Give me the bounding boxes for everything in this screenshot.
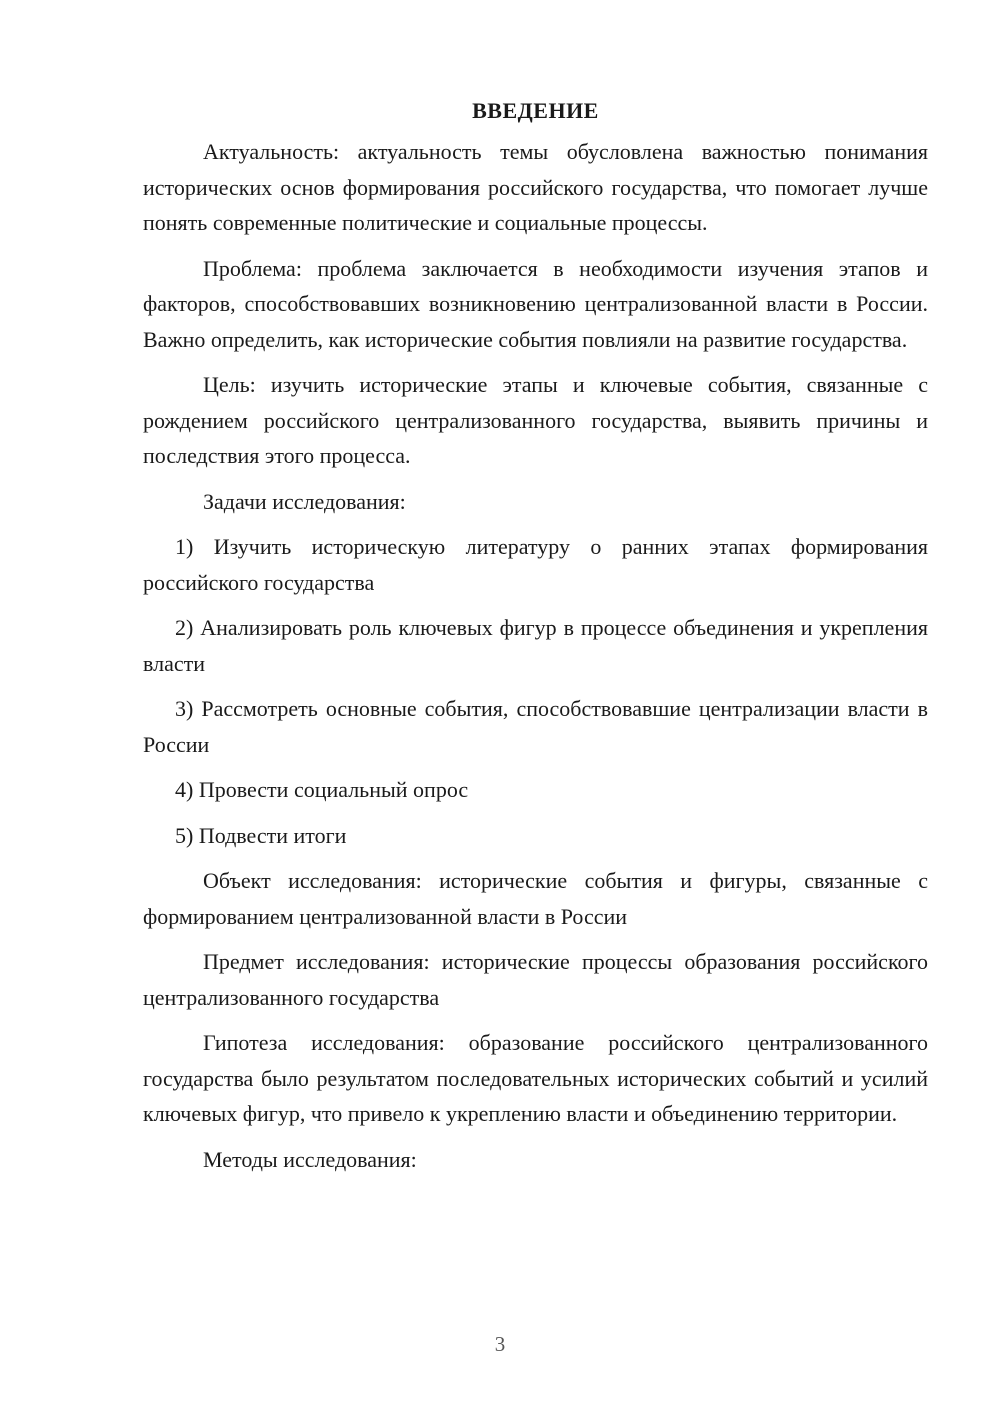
list-item: 4) Провести социальный опрос xyxy=(175,777,469,802)
list-item: 1) Изучить историческую литературу о ранних этапах формирования российского государства xyxy=(143,534,928,595)
list-item: 2) Анализировать роль ключевых фигур в процессе объединения и укрепления власти xyxy=(143,615,928,676)
paragraph-subject: Предмет исследования: исторические процессы образования российского централизованного государства xyxy=(143,949,928,1010)
paragraph-relevance: Актуальность: актуальность темы обусловлена важностью понимания исторических основ формирования российского государства, что помогает лучше понять современные политические и социальные процессы. xyxy=(143,139,928,235)
tasks-list xyxy=(143,529,928,853)
page-number: 3 xyxy=(494,1332,506,1356)
list-item: 3) Рассмотреть основные события, способствовавшие централизации власти в России xyxy=(143,696,928,757)
paragraph-object: Объект исследования: исторические события и фигуры, связанные с формированием централизованной власти в России xyxy=(143,868,928,929)
paragraph-goal: Цель: изучить исторические этапы и ключевые события, связанные с рождением российского централизованного государства, выявить причины и последствия этого процесса. xyxy=(143,372,928,468)
page-title: ВВЕДЕНИЕ xyxy=(472,98,599,123)
paragraph-problem: Проблема: проблема заключается в необходимости изучения этапов и факторов, способствовавших возникновению централизованной власти в России. Важно определить, как исторические события повлияли на развитие государства. xyxy=(143,255,928,352)
document-page xyxy=(143,96,928,1187)
tasks-heading: Задачи исследования: xyxy=(203,488,406,514)
list-item: 5) Подвести итоги xyxy=(175,822,347,848)
paragraph-hypothesis: Гипотеза исследования: образование российского централизованного государства было результатом последовательных исторических событий и усилий ключевых фигур, что привело к укреплению власти и объединению территории. xyxy=(143,1030,928,1126)
methods-heading: Методы исследования: xyxy=(203,1146,417,1172)
